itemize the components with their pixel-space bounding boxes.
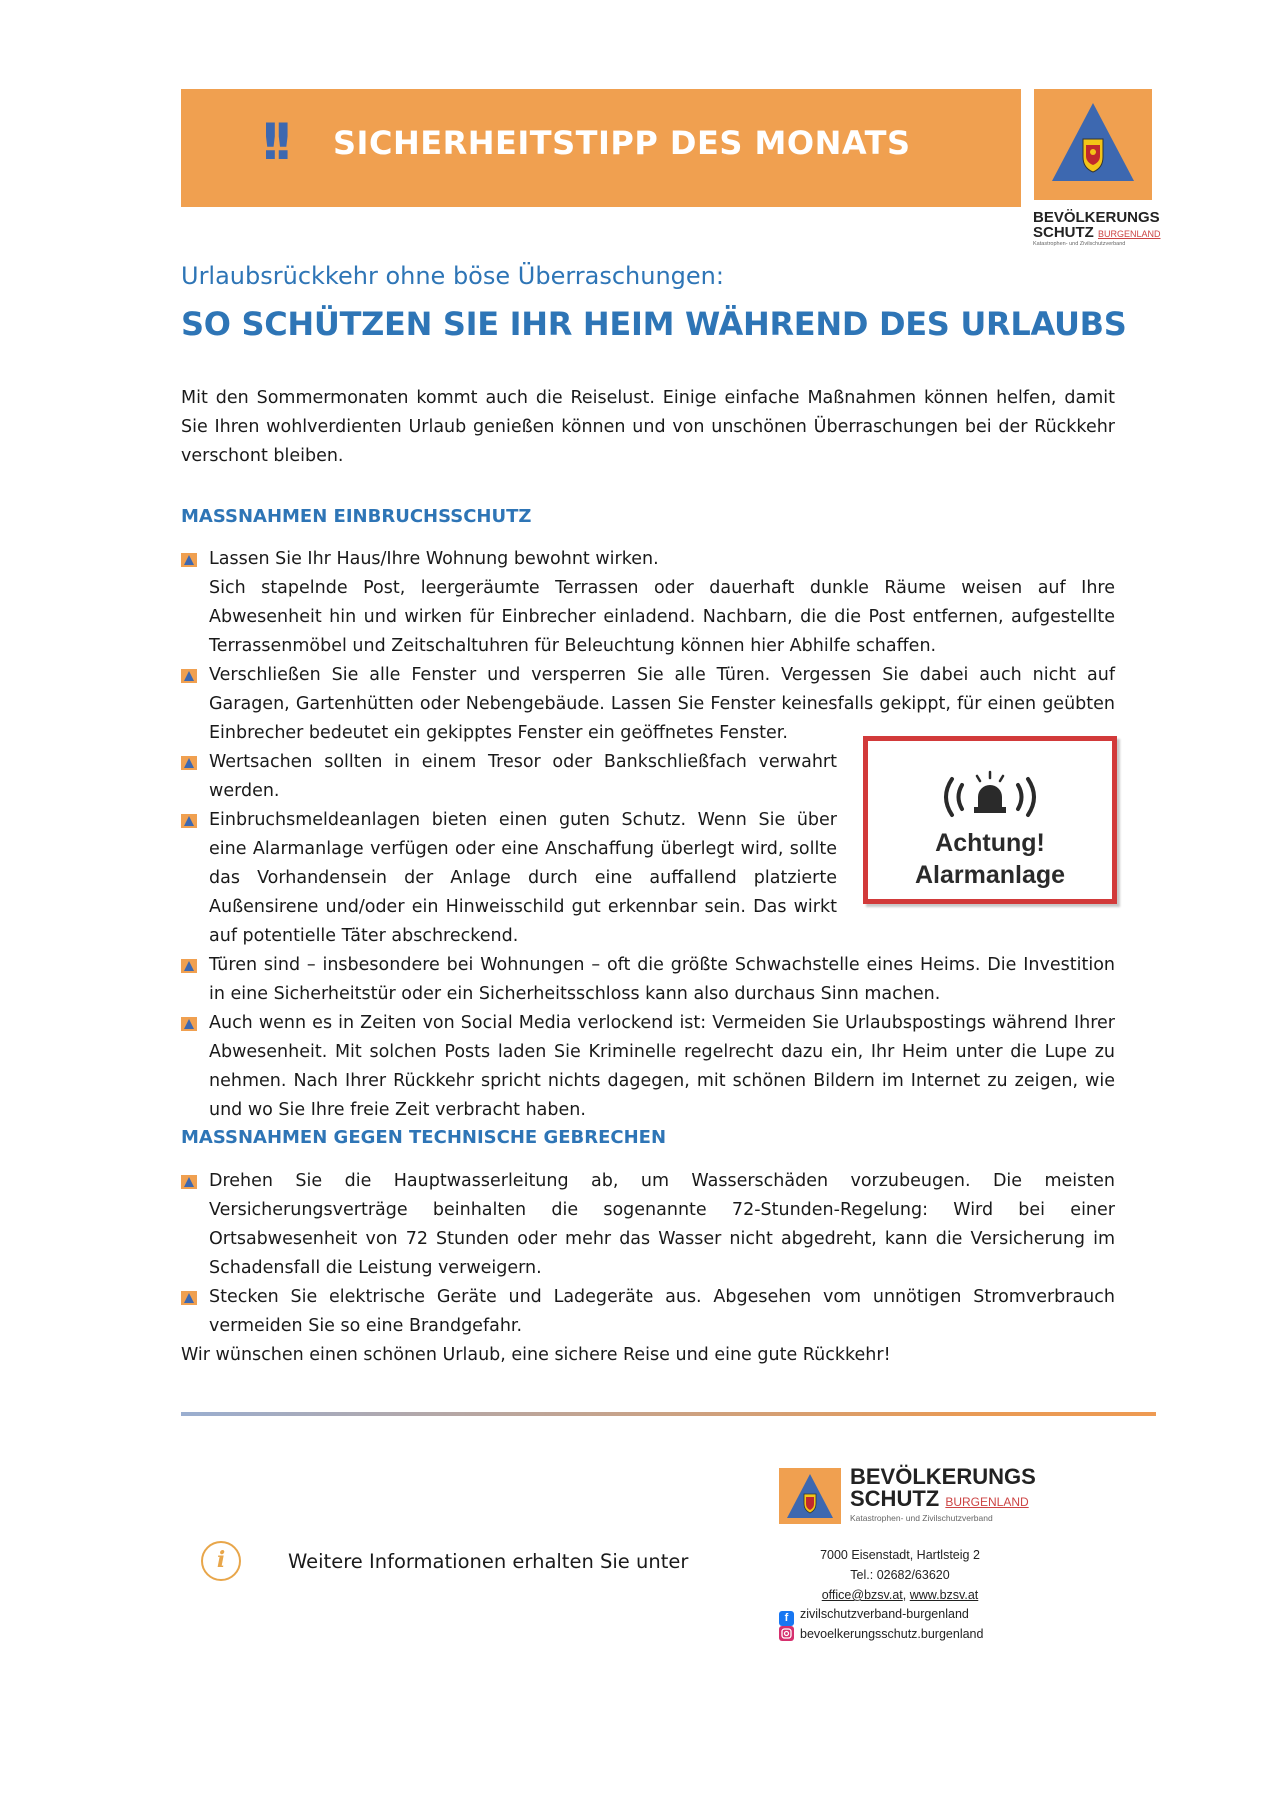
instagram-icon	[779, 1626, 794, 1641]
footer-logo-tagline: Katastrophen- und Zivilschutzverband	[850, 1513, 993, 1523]
logo-lettering	[1033, 209, 1161, 248]
page-title: SO SCHÜTZEN SIE IHR HEIM WÄHREND DES URLAUBS	[181, 305, 1127, 343]
instagram-handle: bevoelkerungsschutz.burgenland	[800, 1627, 984, 1641]
banner-title: SICHERHEITSTIPP DES MONATS	[333, 124, 911, 162]
siren-icon	[868, 767, 1112, 831]
instagram-row[interactable]	[779, 1626, 983, 1642]
info-icon: i	[201, 1541, 241, 1581]
exclamation-icon: !!	[259, 113, 285, 171]
closing-text: Wir wünschen einen schönen Urlaub, eine sichere Reise und eine gute Rückkehr!	[181, 1345, 891, 1365]
logo-line2: SCHUTZ	[1033, 224, 1094, 241]
triangle-bullet-icon	[181, 959, 197, 973]
alarm-sign	[863, 736, 1117, 904]
triangle-bullet-icon	[181, 669, 197, 683]
facebook-icon: f	[779, 1611, 794, 1626]
section-heading-burglary: MASSNAHMEN EINBRUCHSSCHUTZ	[181, 506, 532, 527]
alarm-sign-line1: Achtung!	[935, 829, 1045, 857]
footer-logo-lettering	[850, 1466, 1036, 1523]
triangle-crest-icon	[1034, 89, 1152, 200]
section-heading-technical: MASSNAHMEN GEGEN TECHNISCHE GEBRECHEN	[181, 1127, 667, 1148]
footer-logo-region: BURGENLAND	[945, 1495, 1029, 1509]
logo-tagline: Katastrophen- und Zivilschutzverband	[1033, 241, 1126, 247]
triangle-bullet-icon	[181, 553, 197, 567]
divider	[181, 1412, 1156, 1416]
list-item: Drehen Sie die Hauptwasserleitung ab, um Wasserschäden vorzubeugen. Die meisten Versicherungsverträge beinhalten die sogenannte 72-Stunden-Regelung: Wird bei einer Ortsabwesenheit von 72 Stunden oder mehr das Wasser nicht abgedreht, kann die Versicherung im Schadensfall die Leistung verweigern.	[181, 1167, 1115, 1283]
list-item: Einbruchsmeldeanlagen bieten einen guten Schutz. Wenn Sie über eine Alarmanlage verfügen oder eine Anschaffung überlegt wird, sollte das Vorhandensein der Anlage durch eine auffallend platzierte Außensirene und/oder ein Hinweisschild gut erkennbar sein. Das wirkt auf potentielle Täter abschreckend.	[181, 806, 837, 951]
alarm-sign-line2: Alarmanlage	[914, 861, 1066, 889]
intro-paragraph: Mit den Sommermonaten kommt auch die Reiselust. Einige einfache Maßnahmen können helfen, damit Sie Ihren wohlverdienten Urlaub genießen können und von unschönen Überraschungen bei der Rückkehr verschont bleiben.	[181, 388, 1115, 466]
triangle-bullet-icon	[181, 756, 197, 770]
footer-logo-line1: BEVÖLKERUNGS	[850, 1464, 1036, 1489]
list-item: Lassen Sie Ihr Haus/Ihre Wohnung bewohnt wirken. Sich stapelnde Post, leergeräumte Terrassen oder dauerhaft dunkle Räume weisen auf Ihre Abwesenheit hin und wirken für Einbrecher einladend. Nachbarn, die die Post entfernen, aufgestellte Terrassenmöbel und Zeitschaltuhren für Beleuchtung können hier Abhilfe schaffen.	[181, 545, 1115, 661]
subtitle: Urlaubsrückkehr ohne böse Überraschungen:	[181, 262, 724, 290]
list-item: Stecken Sie elektrische Geräte und Ladegeräte aus. Abgesehen vom unnötigen Stromverbrauch vermeiden Sie so eine Brandgefahr.	[181, 1283, 1115, 1341]
triangle-crest-icon	[779, 1468, 841, 1524]
triangle-bullet-icon	[181, 1017, 197, 1031]
footer-logo	[779, 1468, 841, 1524]
info-text: Weitere Informationen erhalten Sie unter	[288, 1550, 689, 1573]
email-link[interactable]: office@bzsv.at	[821, 1588, 903, 1602]
list-item: Türen sind – insbesondere bei Wohnungen – oft die größte Schwachstelle eines Heims. Die Investition in eine Sicherheitstür oder ein Sicherheitsschloss kann also durchaus Sinn machen.	[181, 951, 1115, 1009]
phone: Tel.: 02682/63620	[850, 1568, 950, 1582]
header-banner	[181, 89, 1021, 207]
footer-logo-line2: SCHUTZ	[850, 1486, 940, 1511]
triangle-bullet-icon	[181, 814, 197, 828]
web-link[interactable]: www.bzsv.at	[909, 1588, 979, 1602]
list-item: Wertsachen sollten in einem Tresor oder Bankschließfach verwahrt werden.	[181, 748, 837, 806]
facebook-row[interactable]	[779, 1606, 969, 1626]
organization-logo	[1034, 89, 1152, 200]
list-item: Verschließen Sie alle Fenster und versperren Sie alle Türen. Vergessen Sie dabei auch nicht auf Garagen, Gartenhütten oder Nebengebäude. Lassen Sie Fenster keinesfalls gekippt, für einen geübten Einbrecher bedeutet ein gekipptes Fenster ein geöffnetes Fenster.	[181, 661, 1115, 748]
contact-block: 7000 Eisenstadt, Hartlsteig 2 Tel.: 02682/63620 office@bzsv.at, www.bzsv.at	[770, 1545, 1030, 1605]
triangle-bullet-icon	[181, 1175, 197, 1189]
address: 7000 Eisenstadt, Hartlsteig 2	[820, 1548, 980, 1562]
triangle-bullet-icon	[181, 1291, 197, 1305]
technical-list	[181, 1167, 1115, 1341]
list-item: Auch wenn es in Zeiten von Social Media verlockend ist: Vermeiden Sie Urlaubspostings während Ihrer Abwesenheit. Mit solchen Posts laden Sie Kriminelle regelrecht dazu ein, Ihr Heim unter die Lupe zu nehmen. Nach Ihrer Rückkehr spricht nichts dagegen, mit schönen Bildern im Internet zu zeigen, wie und wo Sie Ihre freie Zeit verbracht haben.	[181, 1009, 1115, 1125]
facebook-handle: zivilschutzverband-burgenland	[800, 1607, 969, 1621]
logo-line1: BEVÖLKERUNGS	[1033, 209, 1160, 226]
logo-region: BURGENLAND	[1098, 229, 1161, 239]
